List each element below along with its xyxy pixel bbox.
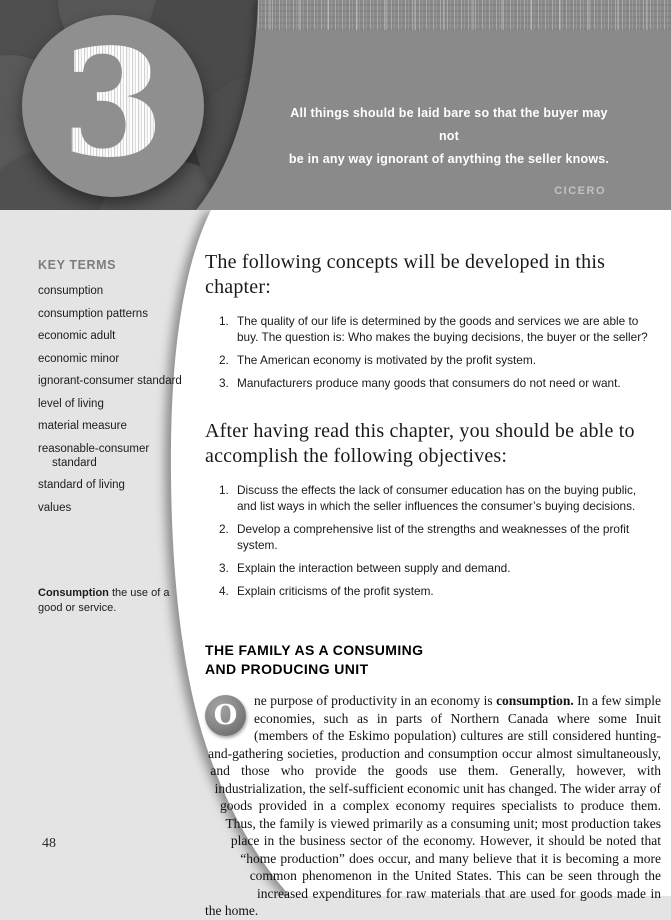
list-text: Manufacturers produce many goods that consumers do not need or want.: [237, 376, 621, 390]
key-term: consumption: [38, 285, 104, 297]
concepts-heading: The following concepts will be developed in this chapter:: [205, 251, 606, 298]
list-text: Discuss the effects the lack of consumer education has on the buying public, and list ways in which the seller influences the consumer’s buying decisions.: [237, 483, 637, 513]
concept-item: [219, 313, 663, 345]
chapter-number-badge: [22, 15, 204, 197]
list-number: 1.: [219, 314, 229, 328]
list-text: Explain criticisms of the profit system.: [237, 584, 434, 598]
objective-item: [219, 521, 663, 553]
paragraph-bold-term: consumption.: [496, 693, 574, 708]
margin-definition-term: Consumption: [38, 587, 109, 599]
page-body: [0, 210, 671, 918]
margin-definition: [38, 586, 170, 616]
objective-item: [219, 482, 663, 514]
quote-line: be in any way ignorant of anything the seller knows.: [288, 152, 610, 166]
key-term: material measure: [38, 420, 127, 432]
objective-item: [219, 560, 663, 576]
section-heading-line: AND PRODUCING UNIT: [205, 661, 369, 677]
key-term: reasonable-consumer standard: [38, 442, 150, 469]
list-number: 3.: [219, 376, 229, 390]
list-text: The quality of our life is determined by the goods and services we are able to buy. The question is: Who makes the buying decisions, the buyer or the seller?: [237, 314, 648, 344]
chapter-quote: [288, 102, 610, 203]
list-number: 2.: [219, 522, 229, 536]
key-term: economic minor: [38, 352, 120, 365]
key-term: economic adult: [38, 330, 116, 342]
list-text: The American economy is motivated by the profit system.: [237, 353, 536, 367]
key-term: ignorant-consumer standard: [38, 375, 182, 387]
section-heading-line: THE FAMILY AS A CONSUMING: [205, 642, 424, 658]
section-heading: [205, 641, 663, 679]
list-number: 3.: [219, 561, 229, 575]
margin-definition-text: the use of a good or service.: [38, 587, 170, 614]
key-term: level of living: [38, 397, 104, 410]
key-term: values: [38, 501, 72, 514]
drop-cap-letter: O: [213, 700, 238, 731]
key-terms-panel: [38, 258, 188, 523]
page-number: 48: [42, 836, 56, 851]
drop-cap-badge: [205, 695, 246, 736]
list-text: Explain the interaction between supply and demand.: [237, 561, 511, 575]
concepts-list: [219, 313, 663, 391]
chapter-number: 3: [22, 15, 204, 191]
key-term: consumption patterns: [38, 307, 148, 320]
objective-item: [219, 583, 663, 599]
list-number: 1.: [219, 483, 229, 497]
list-text: Develop a comprehensive list of the strengths and weaknesses of the profit system.: [237, 522, 630, 552]
paragraph-text: In a few simple economies, such as in parts of Northern Canada where some Inuit (members of the Eskimo population) cultures are still considered hunting-and-gathering societies, production and consumption occur almost simultaneously, and those who provide the goods use them. Generally, however, with industrialization, the self-sufficient economic unit has changed. The wider array of goods provided in a complex economy requires specialists to produce them. Thus, the family is viewed primarily as a consuming unit; most production takes place in the business sector of the economy. However, it should be noted that “home production” does occur, and many believe that it is becoming a more common phenomenon in the United States. This can be seen through the increased expenditures for raw materials that are used for goods made in the home.: [205, 693, 661, 918]
concept-item: [219, 352, 663, 368]
list-number: 4.: [219, 584, 229, 598]
concept-item: [219, 375, 663, 391]
quote-line: All things should be laid bare so that the buyer may not: [290, 106, 608, 143]
main-content: [205, 250, 663, 920]
chapter-header: [0, 0, 671, 210]
key-terms-title: KEY TERMS: [38, 258, 117, 272]
key-term: standard of living: [38, 479, 125, 491]
body-paragraph: [205, 692, 661, 920]
quote-attribution: CICERO: [554, 185, 606, 197]
objectives-heading: After having read this chapter, you should be able to accomplish the following objectives:: [205, 420, 635, 467]
objectives-list: [219, 482, 663, 599]
static-noise-texture: [258, 0, 671, 30]
list-number: 2.: [219, 353, 229, 367]
paragraph-text: ne purpose of productivity in an economy is: [254, 693, 497, 708]
